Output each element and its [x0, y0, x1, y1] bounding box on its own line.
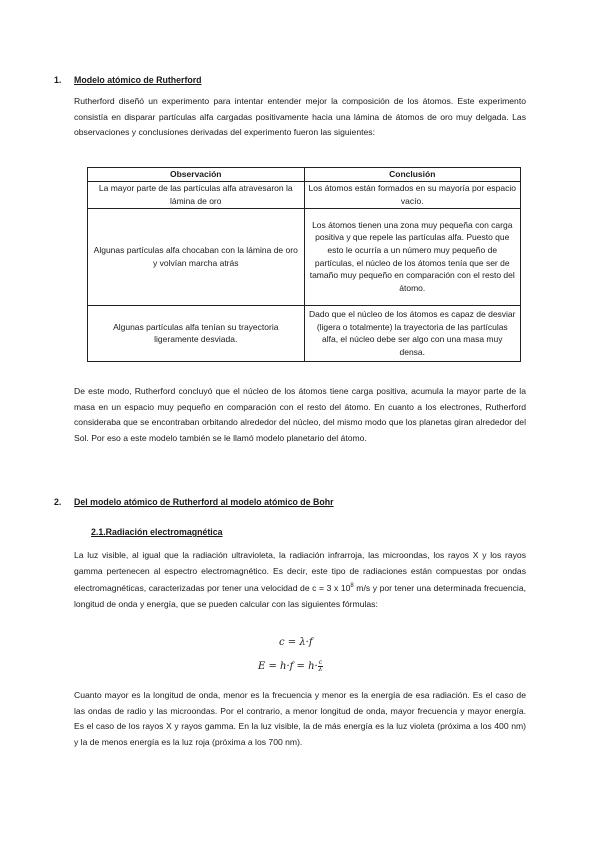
- header-conclusion: Conclusión: [304, 168, 521, 182]
- section-1-title: Modelo atómico de Rutherford: [74, 75, 202, 85]
- table-row: [88, 181, 521, 208]
- para-1-text-before: La luz visible, al igual que la radiación ultravioleta, la radiación infrarroja, las microondas, los rayos X y los rayos gamma pertenecen al espectro electromagnético. Es decir, este tipo de radiaciones están compuestas por ondas electromagnéticas, caracterizadas por tener una velocidad de c = 3 x 10: [74, 550, 526, 594]
- header-observation: Observación: [88, 168, 305, 182]
- section-1-number: 1.: [54, 75, 62, 85]
- conclusion-cell: Los átomos están formados en su mayoría por espacio vacío.: [304, 181, 521, 208]
- formula-energy: [258, 660, 323, 674]
- para-1-exponent: 8: [350, 583, 354, 590]
- section-1-intro: Rutherford diseñó un experimento para intentar entender mejor la composición de los átomos. Este experimento consistía en disparar partículas alfa cargadas positivamente hacia una lámina de átomos de oro muy delgada. Las observaciones y conclusiones derivadas del experimento fueron las siguientes:: [74, 96, 526, 138]
- subsection-2-1-para-1: [74, 548, 526, 612]
- para-1-text-after: m/s y por tener una determinada frecuencia, longitud de onda y energía, que se pueden calcular con las siguientes fórmulas:: [74, 583, 526, 609]
- fraction-denominator: λ: [318, 666, 323, 673]
- section-2-heading: [54, 496, 334, 508]
- observation-cell: Algunas partículas alfa tenían su trayectoria ligeramente desviada.: [88, 305, 305, 361]
- formula-energy-fraction: [318, 660, 323, 673]
- formula-speed: c = λ·f: [279, 637, 313, 648]
- formula-energy-main: E = h·f = h·: [258, 661, 318, 672]
- section-1-conclusion: De este modo, Rutherford concluyó que el núcleo de los átomos tiene carga positiva, acumula la mayor parte de la masa en un espacio muy pequeño en comparación con el resto del átomo. En cuanto a los electrones, Rutherford consideraba que se encontraban orbitando alrededor del núcleo, del mismo modo que los planetas giran alrededor del Sol. Por eso a este modelo también se le llamó modelo planetario del átomo.: [74, 386, 526, 443]
- conclusion-cell: Dado que el núcleo de los átomos es capaz de desviar (ligera o totalmente) la trayectoria de las partículas alfa, el núcleo debe ser algo con una masa muy densa.: [304, 305, 521, 361]
- observation-cell: Algunas partículas alfa chocaban con la lámina de oro y volvían marcha atrás: [88, 208, 305, 305]
- section-2-number: 2.: [54, 497, 62, 507]
- observation-cell: La mayor parte de las partículas alfa atravesaron la lámina de oro: [88, 181, 305, 208]
- fraction-numerator: c: [318, 659, 323, 666]
- observations-table: [87, 167, 521, 362]
- conclusion-cell: Los átomos tienen una zona muy pequeña con carga positiva y que repele las partículas alfa. Puesto que esto le ocurría a un número muy pequeño de partículas, el núcleo de los átomos tenía que ser de tamaño muy pequeño en comparación con el resto del átomo.: [304, 208, 521, 305]
- table-row: [88, 208, 521, 305]
- subsection-2-1-para-2: Cuanto mayor es la longitud de onda, menor es la frecuencia y menor es la energía de esa radiación. Es el caso de las ondas de radio y las microondas. Por el contrario, a menor longitud de onda, mayor frecuencia y mayor energía. Es el caso de los rayos X y rayos gamma. En la luz visible, la de más energía es la luz violeta (próxima a los 400 nm) y la de menos energía es la luz roja (próxima a los 700 nm).: [74, 690, 526, 747]
- table-row: [88, 305, 521, 361]
- table-header-row: [88, 168, 521, 182]
- subsection-2-1-heading: 2.1.Radiación electromagnética: [91, 527, 223, 537]
- section-1-heading: [54, 74, 202, 86]
- section-2-title: Del modelo atómico de Rutherford al modelo atómico de Bohr: [74, 497, 334, 507]
